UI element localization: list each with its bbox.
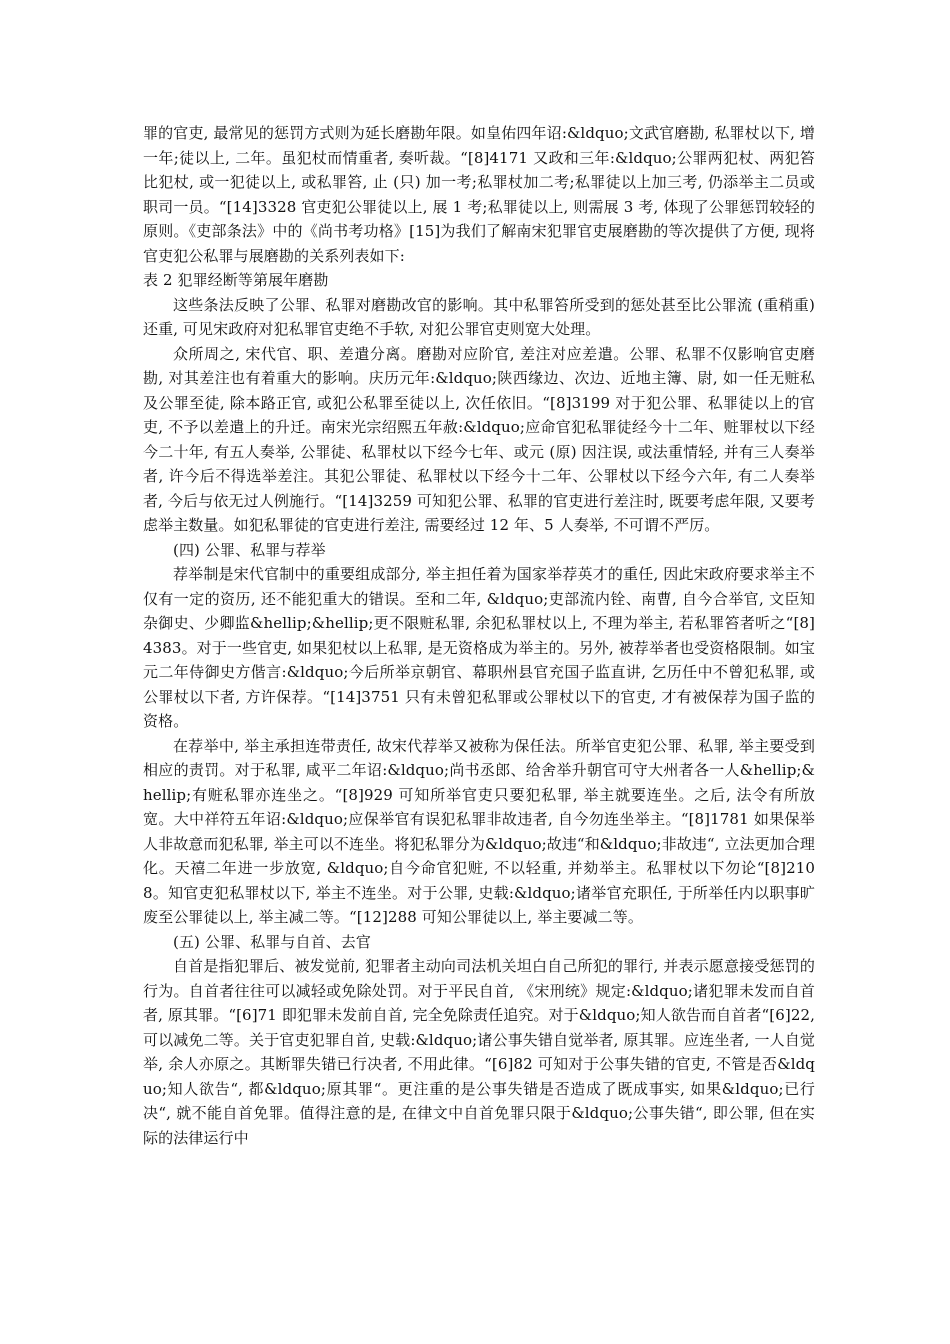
paragraph: 自首是指犯罪后、被发觉前, 犯罪者主动向司法机关坦白自己所犯的罪行, 并表示愿意接受惩罚的行为。自首者往往可以减轻或免除处罚。对于平民自首, 《宋刑统》规定:&ldquo;诸犯罪未发而自首者, 原其罪。“[6]71 即犯罪未发前自首, 完全免除责任追究。对于&ldquo;知人欲告而自首者“[6]22, 可以减免二等。关于官吏犯罪自首, 史载:&ldquo;诸公事失错自觉举者, 原其罪。应连坐者, 一人自觉举, 余人亦原之。其断罪失错已行决者, 不用此律。“[6]82 可知对于公事失错的官吏, 不管是否&ldquo;知人欲告“, 都&ldquo;原其罪“。更注重的是公事失错是否造成了既成事实, 如果&ldquo;已行决“, 就不能自首免罪。值得注意的是, 在律文中自首免罪只限于&ldquo;公事失错“, 即公罪, 但在实际的法律运行中 <box>143 957 815 1147</box>
section-heading: (五) 公罪、私罪与自首、去官 <box>173 932 371 951</box>
document-body <box>143 121 815 1150</box>
paragraph-continued: 罪的官吏, 最常见的惩罚方式则为延长磨勘年限。如皇佑四年诏:&ldquo;文武官磨勘, 私罪杖以下, 增一年;徒以上, 二年。虽犯杖而情重者, 奏听裁。“[8]4171 又政和三年:&ldquo;公罪两犯杖、两犯笞比犯杖, 或一犯徒以上, 或私罪笞, 止 (只) 加一考;私罪杖加二考;私罪徒以上加三考, 仍添举主二员或职司一员。“[14]3328 官吏犯公罪徒以上, 展 1 考;私罪徒以上, 则需展 3 考, 体现了公罪惩罚较轻的原则。《吏部条法》中的《尚书考功格》[15]为我们了解南宋犯罪官吏展磨勘的等次提供了方便, 现将官吏犯公私罪与展磨勘的关系列表如下: <box>143 124 815 265</box>
paragraph: 在荐举中, 举主承担连带责任, 故宋代荐举又被称为保任法。所举官吏犯公罪、私罪, 举主要受到相应的责罚。对于私罪, 咸平二年诏:&ldquo;尚书丞郎、给舍举升朝官可守大州者各一人&hellip;&hellip;有赃私罪亦连坐之。“[8]929 可知所举官吏只要犯私罪, 举主就要连坐。之后, 法令有所放宽。大中祥符五年诏:&ldquo;应保举官有误犯私罪非故违者, 自今勿连坐举主。“[8]1781 如果保举人非故意而犯私罪, 举主可以不连坐。将犯私罪分为&ldquo;故违“和&ldquo;非故违“, 立法更加合理化。天禧二年进一步放宽, &ldquo;自今命官犯赃, 不以轻重, 并劾举主。私罪杖以下勿论“[8]2108。知官吏犯私罪杖以下, 举主不连坐。对于公罪, 史载:&ldquo;诸举官充职任, 于所举任内以职事旷废至公罪徒以上, 举主减二等。“[12]288 可知公罪徒以上, 举主要减二等。 <box>143 736 816 926</box>
section-heading: (四) 公罪、私罪与荐举 <box>173 540 326 559</box>
paragraph: 众所周之, 宋代官、职、差遣分离。磨勘对应阶官, 差注对应差遣。公罪、私罪不仅影响官吏磨勘, 对其差注也有着重大的影响。庆历元年:&ldquo;陕西缘边、次边、近地主簿、尉, 如一任无赃私及公罪至徒, 除本路正官, 或犯公私罪至徒以上, 次任依旧。“[8]3199 对于犯公罪、私罪徒以上的官吏, 不予以差遣上的升迁。南宋光宗绍熙五年赦:&ldquo;应命官犯私罪徒经今十二年、赃罪杖以下经今二十年, 有五人奏举, 公罪徒、私罪杖以下经今七年、或元 (原) 因注误, 或法重情轻, 并有三人奏举者, 许今后不得选举差注。其犯公罪徒、私罪杖以下经今十二年、公罪杖以下经今六年, 有二人奏举者, 今后与依无过人例施行。“[14]3259 可知犯公罪、私罪的官吏进行差注时, 既要考虑年限, 又要考虑举主数量。如犯私罪徒的官吏进行差注, 需要经过 12 年、5 人奏举, 不可谓不严厉。 <box>143 344 815 534</box>
paragraph: 荐举制是宋代官制中的重要组成部分, 举主担任着为国家举荐英才的重任, 因此宋政府要求举主不仅有一定的资历, 还不能犯重大的错误。至和二年, &ldquo;吏部流内铨、南曹, 自今合举官, 文臣知杂御史、少卿监&hellip;&hellip;更不限赃私罪, 余犯私罪杖以上, 不理为举主, 若私罪笞者听之“[8]4383。对于一些官吏, 如果犯杖以上私罪, 是无资格成为举主的。另外, 被荐举者也受资格限制。如宝元二年侍御史方偕言:&ldquo;今后所举京朝官、幕职州县官充国子监直讲, 乞历任中不曾犯私罪, 或公罪杖以下者, 方许保荐。“[14]3751 只有未曾犯私罪或公罪杖以下的官吏, 才有被保荐为国子监的资格。 <box>143 565 815 730</box>
paragraph: 这些条法反映了公罪、私罪对磨勘改官的影响。其中私罪笞所受到的惩处甚至比公罪流 (重稍重) 还重, 可见宋政府对犯私罪官吏绝不手软, 对犯公罪官吏则宽大处理。 <box>143 295 815 338</box>
table-caption: 表 2 犯罪经断等第展年磨勘 <box>143 271 329 289</box>
